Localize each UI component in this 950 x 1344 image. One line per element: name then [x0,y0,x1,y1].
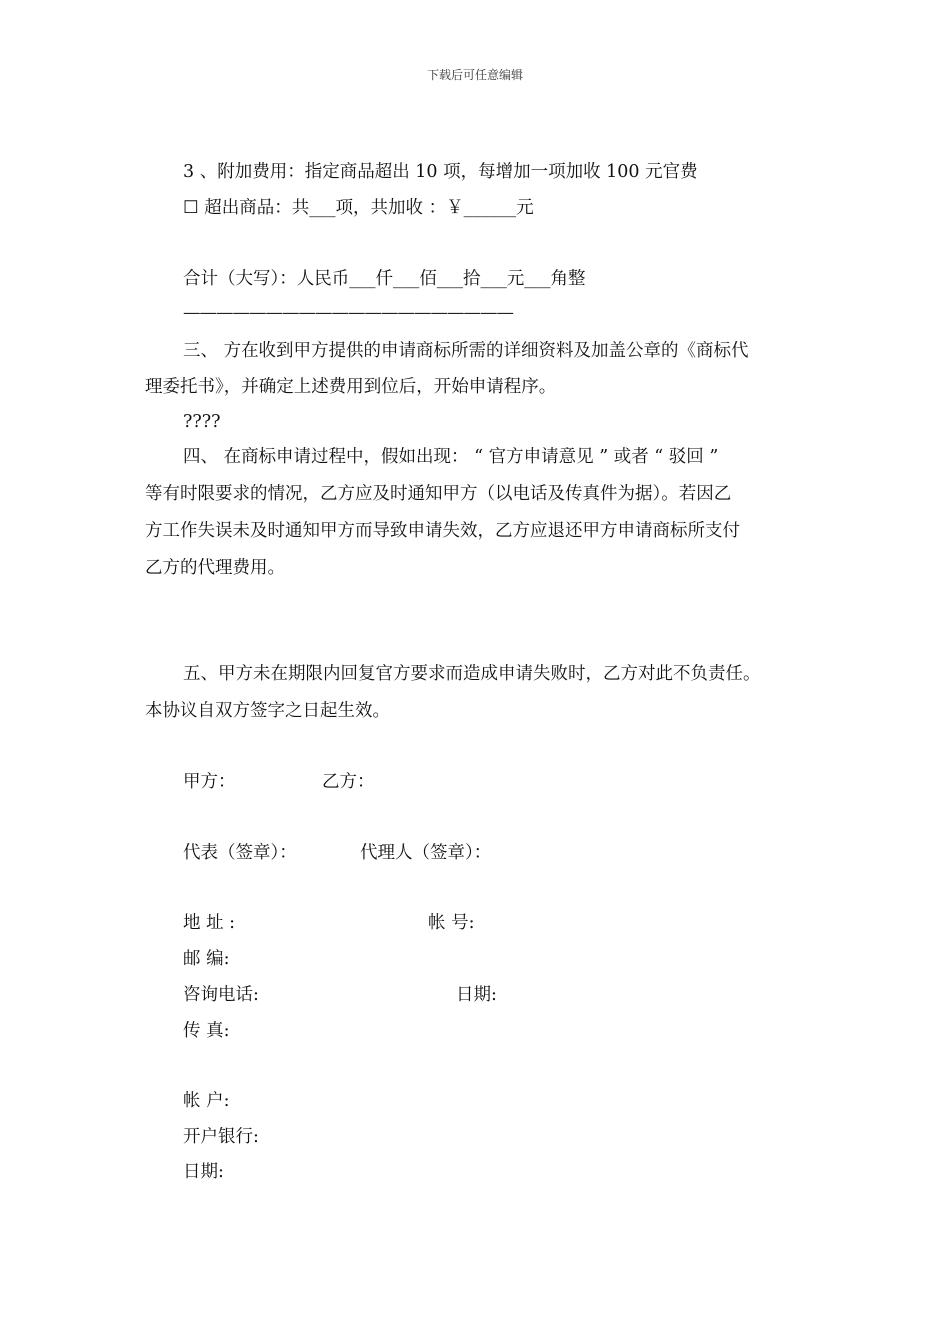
clause-four-line-3: 方工作失误未及时通知甲方而导致申请失效，乙方应退还甲方申请商标所支付 [145,521,740,541]
clause-four-line-1: 四、 在商标申请过程中，假如出现： “ 官方申请意见 ” 或者 “ 驳回 ” [183,447,719,467]
clause-three-line-2: 理委托书》，并确定上述费用到位后，开始申请程序。 [145,377,557,397]
clause-3-line-2: ☐ 超出商品：共___项，共加收 ：￥______元 [183,198,534,218]
date-label-1: 日期: [456,985,497,1005]
total-amount-line: 合计（大写）：人民币___仟___佰___拾___元___角整 [183,269,586,289]
agent-signature-label: 代理人（签章）： [360,843,492,863]
clause-five-line-2: 本协议自双方签字之日起生效。 [145,701,390,721]
divider-line: ———————————————————— [183,303,513,323]
clause-five-line-1: 五、甲方未在期限内回复官方要求而造成申请失败时，乙方对此不负责任。 [183,664,761,684]
bank-label: 开户银行: [183,1127,259,1147]
address-label: 地 址 : [183,913,236,933]
clause-four-line-4: 乙方的代理费用。 [145,558,285,578]
party-a-label: 甲方： [183,772,236,792]
account-number-label: 帐 号: [428,913,475,933]
clause-three-line-1: 三、 方在收到甲方提供的申请商标所需的详细资料及加盖公章的《商标代 [183,341,749,361]
fax-label: 传 真: [183,1021,230,1041]
representative-signature-label: 代表（签章）： [183,843,297,863]
clause-three-marks: ???? [183,412,221,432]
party-b-label: 乙方： [322,772,375,792]
clause-four-line-2: 等有时限要求的情况，乙方应及时通知甲方（以电话及传真件为据）。若因乙 [145,484,732,504]
postcode-label: 邮 编: [183,949,230,969]
page-header: 下载后可任意编辑 [426,68,523,82]
phone-label: 咨询电话: [183,985,259,1005]
clause-3-line-1: 3 、附加费用：指定商品超出 10 项，每增加一项加收 100 元官费 [183,162,698,182]
date-label-2: 日期: [183,1162,224,1182]
account-label: 帐 户: [183,1091,230,1111]
